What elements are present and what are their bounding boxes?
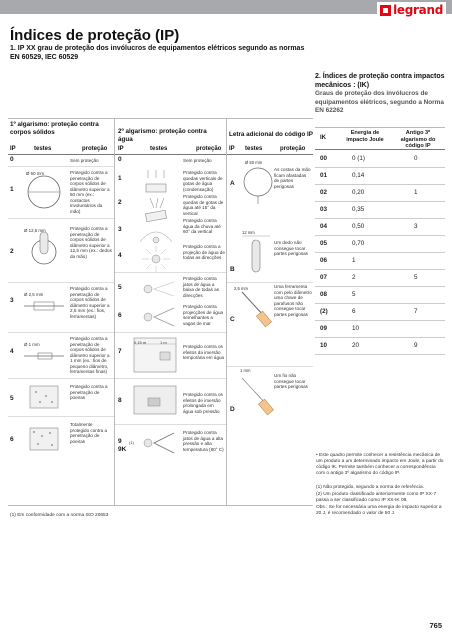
letter-c: C [230, 316, 235, 323]
tilted-drops-icon [134, 194, 178, 224]
water-ip-7: 7 [118, 348, 122, 355]
col-protection-2: proteção [196, 146, 222, 152]
ik-energy: 0 (1) [352, 155, 365, 162]
screwdriver-icon [236, 286, 276, 332]
ik-row [315, 218, 445, 235]
ik-old-ip: 9 [414, 342, 418, 349]
letter-d: D [230, 406, 235, 413]
solids-desc-2: Protegido contra a penetração de corpos sólidos de diâmetro superior a 12,5 mm (ex.: dedos da mão) [70, 226, 112, 259]
group3-header: Letra adicional do código IP [229, 131, 313, 138]
water-ip-2: 2 [118, 199, 122, 206]
water-ip-0: 0 [118, 156, 122, 163]
solids-desc-4: Protegido contra a penetração de corpos sólidos de diâmetro superior a 1 mm (ex.: fios de pequeno diâmetro, ferramentas finas) [70, 336, 110, 374]
wire-test-icon [236, 372, 276, 418]
water-ip-4: 4 [118, 252, 122, 259]
letter-c-dim: 2,5 mm [234, 286, 248, 291]
water-desc-2: Protegido contra quedas de gotas de água até 15° da vertical [183, 194, 224, 216]
water-ip-9k: 9K [118, 446, 127, 453]
water-desc-1: Protegido contra quedas verticais de gotas de água (condensação) [183, 170, 223, 192]
ik-row [315, 167, 445, 184]
letter-a-desc: As costas da mão ficam afastadas de partes perigosas [274, 167, 311, 189]
water-desc-6: Protegido contra projecções de água semelhantes a vagas de mar [183, 304, 224, 326]
ik-row [315, 184, 445, 201]
immersion-prolonged-icon [130, 384, 180, 418]
ik-row [315, 150, 445, 167]
logo-square-icon [380, 5, 391, 16]
ik-code: 05 [320, 240, 328, 247]
water-ip-8: 8 [118, 397, 122, 404]
water-ip-1: 1 [118, 175, 122, 182]
ik-code: 10 [320, 342, 328, 349]
ik-energy: 6 [352, 308, 356, 315]
ik-old-ip: 7 [414, 308, 418, 315]
water-ip-6: 6 [118, 312, 122, 319]
col-tests-2: testes [150, 146, 168, 152]
ik-code: 03 [320, 206, 328, 213]
section2-header [315, 73, 445, 116]
ik-energy: 0,14 [352, 172, 365, 179]
section1-title: 1. IP XX grau de proteção dos invólucros de equipamentos elétricos segundo as normas EN 60529, IEC 60529 [10, 45, 305, 61]
col-tests-1: testes [34, 146, 52, 152]
ik-code: 04 [320, 223, 328, 230]
col-ip-3: IP [229, 146, 235, 152]
ik-footnote-1: (1) Não protegido, segundo a norma de referência. [316, 485, 424, 490]
ik-row [315, 269, 445, 286]
ik-row [315, 320, 445, 337]
water-jet-icon [134, 276, 178, 302]
col-tests-3: testes [245, 146, 263, 152]
solids-ip-0: 0 [10, 156, 14, 163]
letter-b-dim: 12 mm [242, 230, 255, 235]
solids-desc-1: Protegido contra a penetração de corpos sólidos de diâmetro superior a 50 mm (ex.: contactos involuntários da mão) [70, 170, 110, 214]
col-protection-3: proteção [280, 146, 306, 152]
solids-dim-3: Ø 2,5 mm [24, 292, 44, 297]
ik-code: 01 [320, 172, 328, 179]
solids-dim-1: Ø 50 mm [26, 171, 45, 176]
water-dim-7b: 1 m [160, 340, 167, 345]
ik-old-ip: 3 [414, 223, 418, 230]
ik-code: 00 [320, 155, 328, 162]
letter-a: A [230, 180, 235, 187]
ik-note: • Este quadro permite conhecer a resistência mecânica de um produto a um determinado impacto em Joule, a partir do código IK. Permite também conhecer a correspondência com o antigo 3º algarismo do código IP. [316, 453, 444, 476]
ik-energy: 2 [352, 274, 356, 281]
hand-probe-icon [240, 160, 276, 204]
section2-subtitle: Graus de proteção dos invólucros de equipamentos elétricos, segundo a Norma EN 62262 [315, 90, 444, 114]
splash-all-directions-icon [134, 244, 178, 274]
letter-b-desc: Um dedo não consegue tocar partes perigosas [274, 240, 308, 256]
solids-ip-6: 6 [10, 436, 14, 443]
ik-energy: 0,50 [352, 223, 365, 230]
ik-header-code: IK [320, 135, 326, 141]
ik-code: 09 [320, 325, 328, 332]
group1-header: 1º algarismo: proteção contra corpos sólidos [10, 121, 99, 136]
ik-header-old-ip: Antigo 3º algarismo do código IP [400, 130, 436, 149]
ik-energy: 1 [352, 257, 356, 264]
dust-chamber-icon [22, 382, 66, 412]
page-number: 765 [429, 621, 442, 630]
col-separator-2 [226, 118, 227, 505]
sphere-50mm-icon [22, 170, 66, 214]
solids-ip-4: 4 [10, 348, 14, 355]
letter-d-dim: 1 mm [240, 368, 251, 373]
powerful-jet-icon [134, 304, 178, 330]
water-ip-3: 3 [118, 226, 122, 233]
ik-row [315, 201, 445, 218]
solids-ip-5: 5 [10, 395, 14, 402]
ik-code: 06 [320, 257, 328, 264]
table-bottom-rule [8, 505, 313, 506]
letter-b: B [230, 266, 235, 273]
page-title: Índices de proteção (IP) [10, 27, 180, 44]
letter-c-desc: Uma ferramenta com pelo diâmetro uma chave de parafusos não consegue tocar partes perigosas [274, 284, 312, 317]
water-desc-9: Protegido contra jatos de água a alta pressão e alta temperatura (80° C) [183, 430, 224, 452]
ik-energy: 0,20 [352, 189, 365, 196]
water-desc-5: Protegido contra jatos de água a baixa de todas as direcções [183, 276, 220, 298]
col-ip-1: IP [10, 146, 16, 152]
ik-energy: 0,35 [352, 206, 365, 213]
col-protection-1: proteção [82, 146, 108, 152]
ik-energy: 10 [352, 325, 360, 332]
water-desc-7: Protegido contra os efeitos da imersão temporária em água [183, 344, 225, 360]
page-footnote: (1) Em conformidade com a norma ISO 20653 [10, 513, 109, 518]
ik-old-ip: 0 [414, 155, 418, 162]
col-separator-1 [114, 118, 115, 505]
solids-desc-5: Protegido contra a penetração de poeiras [70, 384, 108, 400]
letter-a-dim: Ø 50 mm [245, 160, 263, 165]
ik-energy: 20 [352, 342, 360, 349]
group2-header: 2º algarismo: proteção contra água [118, 128, 207, 143]
ik-code: (2) [320, 308, 328, 315]
ik-code: 08 [320, 291, 328, 298]
water-ip-5: 5 [118, 284, 122, 291]
solids-dim-4: Ø 1 mm [24, 342, 40, 347]
solids-desc-6: Totalmente protegido contra a penetração de poeiras [70, 422, 108, 444]
water-desc-8: Protegido contra os efeitos de imersão prolongada em água sob pressão [183, 392, 223, 414]
ik-row [315, 286, 445, 303]
ik-code: 07 [320, 274, 328, 281]
solids-ip-3: 3 [10, 297, 14, 304]
table-top-rule [8, 118, 313, 119]
finger-test-icon [238, 232, 274, 278]
logo-text: legrand [393, 3, 443, 17]
ik-old-ip: 1 [414, 189, 418, 196]
ik-footnote-3: Obs.: Se for necessária uma energia de impacto superior a 20 J, é recomendado o valor de 50 J. [316, 505, 442, 516]
water-desc-3: Protegido contra água da chuva até 60° da vertical [183, 218, 221, 234]
letter-d-desc: Um fio não consegue tocar partes perigosas [274, 373, 308, 389]
ik-header-energy: Energia de impacto Joule [346, 130, 384, 143]
water-desc-0: Sem proteção [183, 158, 212, 163]
col-ip-2: IP [118, 146, 124, 152]
water-desc-4: Protegido contra a projeção de água de todas as direcções [183, 244, 225, 260]
ik-energy: 5 [352, 291, 356, 298]
solids-desc-0: Sem proteção [70, 158, 99, 163]
header-rule [8, 154, 313, 155]
ik-footnote-2: (2) Um produto classificado anteriormente como IP XX-7 passa a ser classificado como IP XX-IK 08. [316, 492, 437, 503]
solids-ip-2: 2 [10, 248, 14, 255]
ik-row [315, 252, 445, 269]
ik-code: 02 [320, 189, 328, 196]
water-dim-7a: 0,15 m [134, 340, 147, 345]
section2-title: 2. Índices de proteção contra impactos mecânicos : (IK) [315, 73, 445, 89]
vertical-drops-icon [134, 166, 178, 196]
solids-ip-1: 1 [10, 186, 14, 193]
solids-dim-2: Ø 12,5 mm [24, 228, 46, 233]
ik-old-ip: 5 [414, 274, 418, 281]
water-ip-9: 9 [118, 438, 122, 445]
dust-tight-icon [22, 424, 66, 454]
high-pressure-jet-icon [134, 430, 178, 456]
rain-spray-icon [134, 222, 178, 246]
ik-row [315, 235, 445, 252]
brand-logo [377, 2, 446, 18]
solids-desc-3: Protegido contra a penetração de corpos sólidos de diâmetro superior a 2,5 mm (ex.: fios, ferramentas) [70, 286, 110, 319]
ik-energy: 0,70 [352, 240, 365, 247]
water-note-9: (1) [129, 440, 134, 445]
finger-probe-icon [22, 228, 66, 278]
ik-row [315, 337, 445, 354]
ik-row [315, 303, 445, 320]
